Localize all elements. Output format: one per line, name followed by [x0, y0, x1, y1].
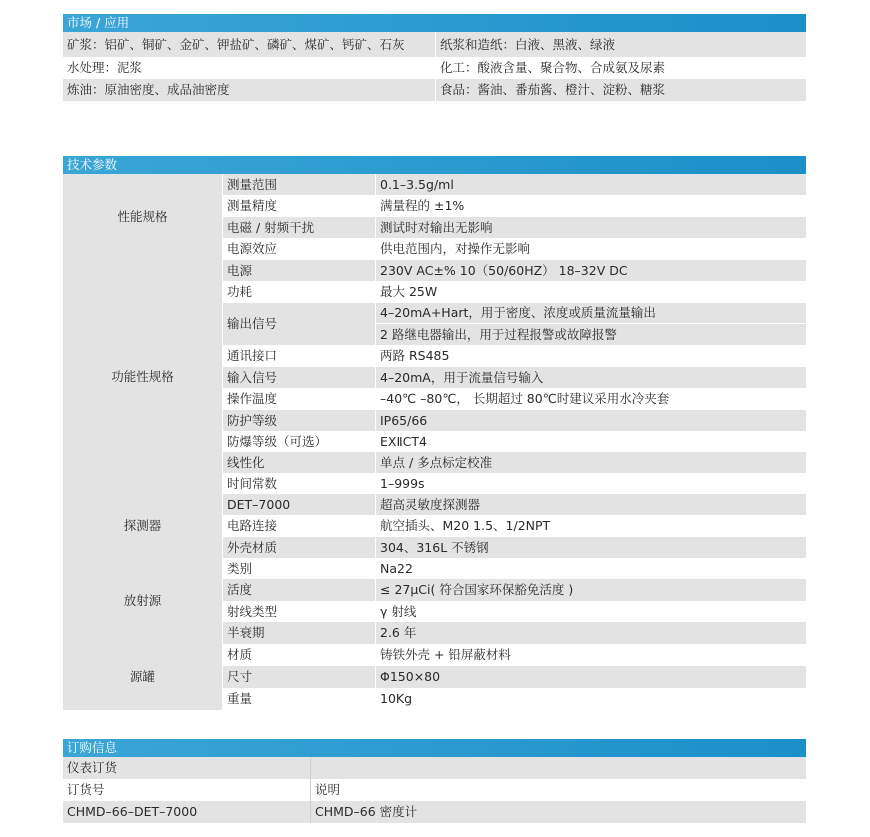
order-cell: CHMD–66–DET–7000 — [63, 801, 310, 823]
market-cell: 纸浆和造纸：白液、黑液、绿液 — [436, 32, 806, 57]
param-name: 时间常数 — [223, 473, 375, 494]
market-cell: 食品：酱油、番茄酱、橙汁、淀粉、糖浆 — [436, 79, 806, 101]
param-value: 304、316L 不锈钢 — [376, 537, 806, 558]
param-name: 测量精度 — [223, 195, 375, 217]
param-name: 活度 — [223, 579, 375, 601]
param-name: 防爆等级（可选） — [223, 431, 375, 452]
order-section — [63, 739, 806, 823]
param-value: 测试时对输出无影响 — [376, 217, 806, 238]
spec-group-source: 放射源 — [63, 558, 222, 644]
spec-group-functional: 功能性规格 — [63, 260, 222, 494]
order-cell: 订货号 — [63, 779, 310, 801]
param-value: 4–20mA，用于流量信号输入 — [376, 367, 806, 388]
param-value: 230V AC±% 10（50/60HZ） 18–32V DC — [376, 260, 806, 281]
param-value: 2.6 年 — [376, 622, 806, 644]
param-value: 0.1–3.5g/ml — [376, 174, 806, 195]
spec-group-detector: 探测器 — [63, 494, 222, 558]
param-name: 尺寸 — [223, 666, 375, 688]
param-value: 超高灵敏度探测器 — [376, 494, 806, 515]
market-section — [63, 14, 806, 101]
market-cell: 矿浆：铝矿、铜矿、金矿、钾盐矿、磷矿、煤矿、钙矿、石灰 — [63, 32, 435, 57]
market-header: 市场 / 应用 — [63, 14, 806, 32]
param-name: 防护等级 — [223, 410, 375, 431]
param-name: DET–7000 — [223, 494, 375, 515]
param-name: 半衰期 — [223, 622, 375, 644]
order-cell — [311, 757, 806, 779]
param-value: 4–20mA+Hart，用于密度、浓度或质量流量输出 — [376, 303, 806, 323]
param-value: 单点 / 多点标定校准 — [376, 452, 806, 473]
param-name: 重量 — [223, 688, 375, 710]
param-name: 操作温度 — [223, 388, 375, 410]
param-name: 电路连接 — [223, 515, 375, 537]
market-cell: 炼油：原油密度、成品油密度 — [63, 79, 435, 101]
tech-header: 技术参数 — [63, 156, 806, 174]
param-value: 铸铁外壳 + 铅屏蔽材料 — [376, 644, 806, 666]
order-header: 订购信息 — [63, 739, 806, 757]
order-cell: CHMD–66 密度计 — [311, 801, 806, 823]
param-name: 输入信号 — [223, 367, 375, 388]
order-cell: 仪表订货 — [63, 757, 310, 779]
param-name: 电磁 / 射频干扰 — [223, 217, 375, 238]
param-name: 类别 — [223, 558, 375, 579]
param-name: 功耗 — [223, 281, 375, 303]
order-divider — [310, 757, 311, 823]
param-value: 航空插头、M20 1.5、1/2NPT — [376, 515, 806, 537]
param-value: 满量程的 ±1% — [376, 195, 806, 217]
spec-group-source-holder: 源罐 — [63, 644, 222, 710]
param-name: 电源效应 — [223, 238, 375, 260]
param-value: 10Kg — [376, 688, 806, 710]
param-name: 测量范围 — [223, 174, 375, 195]
market-cell: 化工：酸液含量、聚合物、合成氨及尿素 — [436, 57, 806, 79]
param-value: 1–999s — [376, 473, 806, 494]
market-cell: 水处理：泥浆 — [63, 57, 435, 79]
param-value: EXⅡCT4 — [376, 431, 806, 452]
param-value: 供电范围内，对操作无影响 — [376, 238, 806, 260]
param-name: 电源 — [223, 260, 375, 281]
param-value: Na22 — [376, 558, 806, 579]
param-name: 射线类型 — [223, 601, 375, 622]
param-value: ≤ 27μCi( 符合国家环保豁免活度 ) — [376, 579, 806, 601]
param-name: 外壳材质 — [223, 537, 375, 558]
param-value: 最大 25W — [376, 281, 806, 303]
param-name: 通讯接口 — [223, 345, 375, 367]
order-cell: 说明 — [311, 779, 806, 801]
param-value: γ 射线 — [376, 601, 806, 622]
spec-group-performance: 性能规格 — [63, 174, 222, 260]
param-value: 两路 RS485 — [376, 345, 806, 367]
param-value: IP65/66 — [376, 410, 806, 431]
param-value: Φ150×80 — [376, 666, 806, 688]
param-name: 线性化 — [223, 452, 375, 473]
param-value: 2 路继电器输出，用于过程报警或故障报警 — [376, 324, 806, 345]
param-name: 输出信号 — [223, 303, 375, 345]
param-name: 材质 — [223, 644, 375, 666]
param-value: –40℃ –80℃， 长期超过 80℃时建议采用水冷夹套 — [376, 388, 806, 410]
tech-section — [63, 156, 806, 710]
